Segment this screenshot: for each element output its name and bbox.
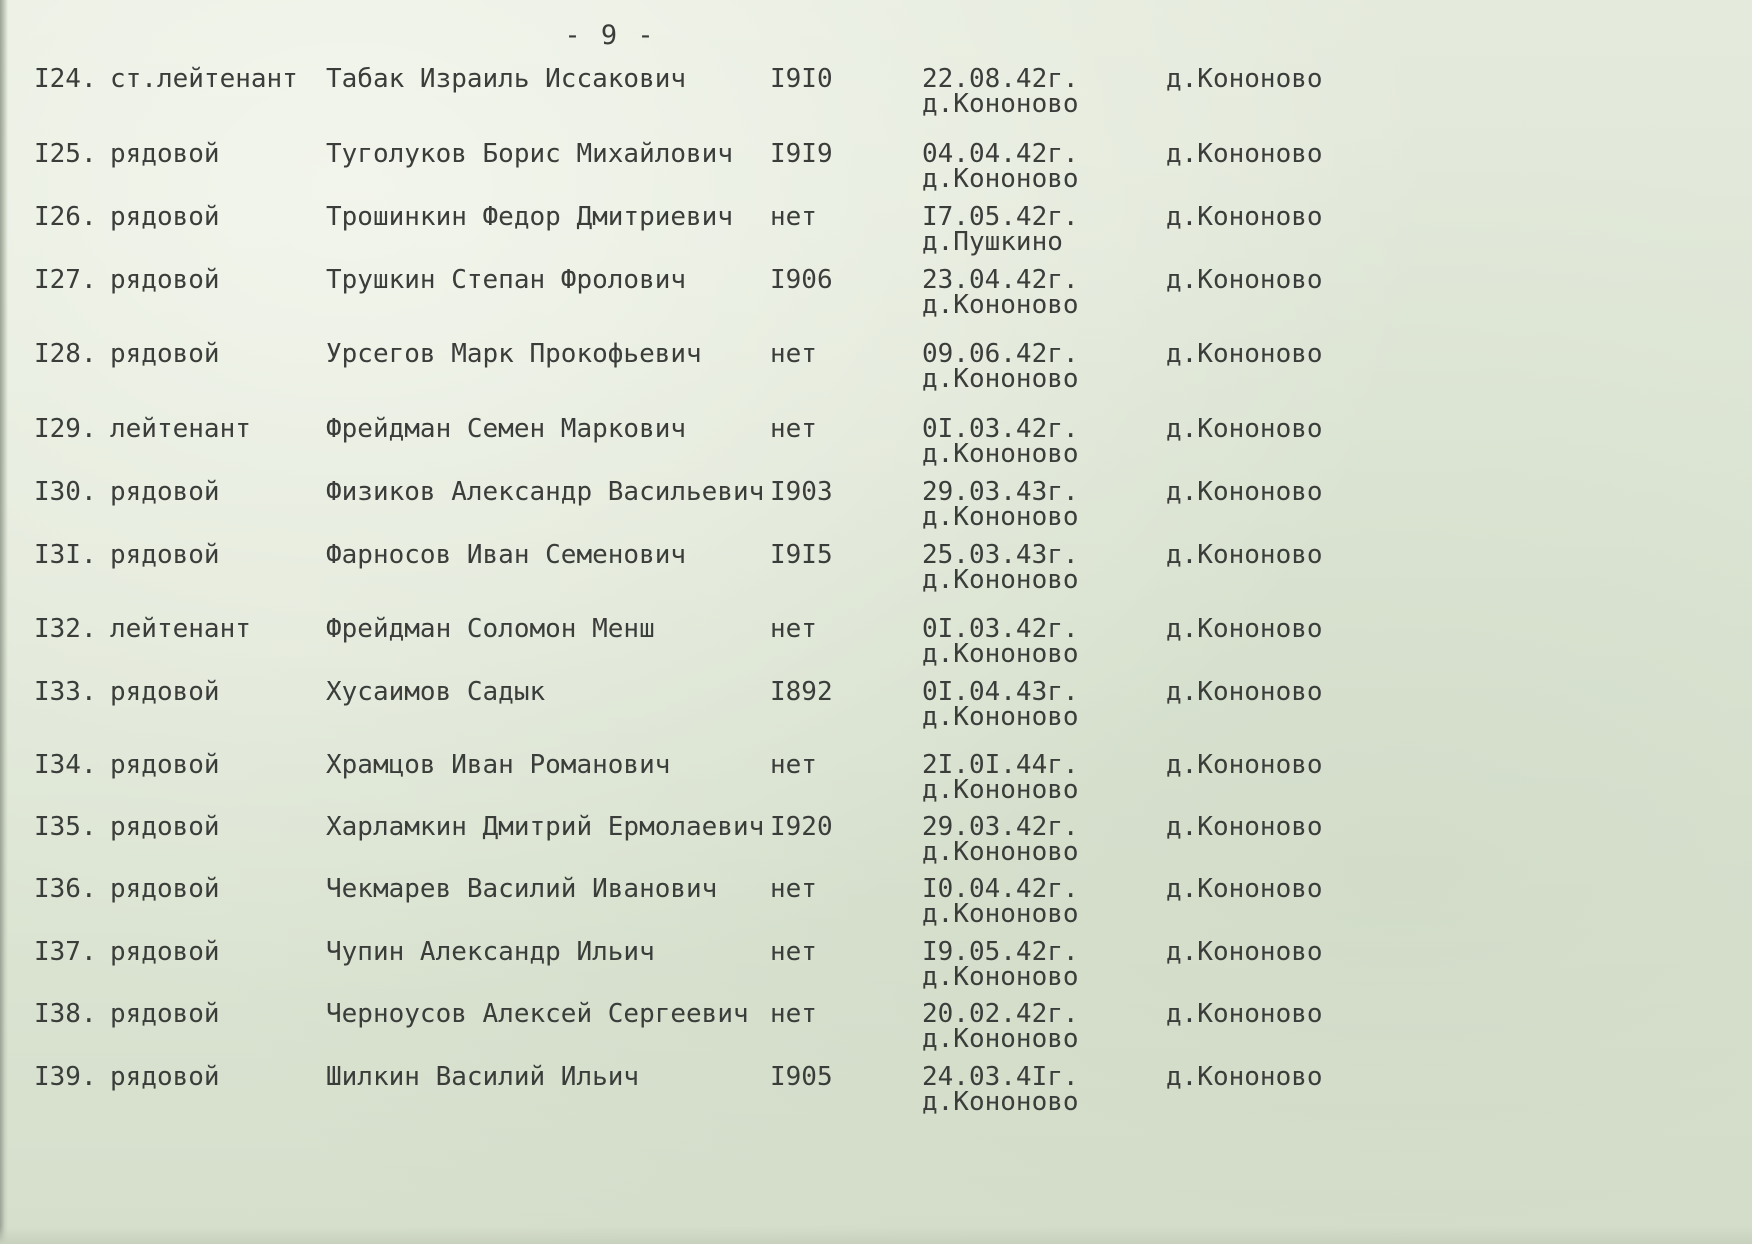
record-death-info [922, 204, 1079, 255]
record-row [0, 479, 1752, 539]
record-death-date: I0.04.42г. [922, 874, 1079, 904]
record-birth-year: I903 [770, 477, 833, 507]
record-birth-year: нет [770, 339, 817, 369]
record-death-date: 29.03.43г. [922, 477, 1079, 507]
record-rank: рядовой [110, 139, 220, 169]
record-death-info [922, 1064, 1079, 1115]
record-death-place: д.Кононово [922, 702, 1079, 732]
record-row [0, 542, 1752, 602]
record-rank: рядовой [110, 999, 220, 1029]
record-death-date: 2I.0I.44г. [922, 750, 1079, 780]
record-name: Хусаимов Садык [326, 677, 546, 707]
record-rank: рядовой [110, 1062, 220, 1092]
record-birth-year: I906 [770, 265, 833, 295]
record-burial-place: д.Кононово [1166, 202, 1323, 232]
record-burial-place: д.Кононово [1166, 999, 1323, 1029]
record-row [0, 939, 1752, 999]
record-death-place: д.Кононово [922, 775, 1079, 805]
record-birth-year: нет [770, 202, 817, 232]
record-number: I38. [34, 999, 97, 1029]
record-death-date: I7.05.42г. [922, 202, 1079, 232]
record-death-place: д.Кононово [922, 565, 1079, 595]
record-number: I36. [34, 874, 97, 904]
record-death-place: д.Кононово [922, 899, 1079, 929]
record-birth-year: I9I0 [770, 64, 833, 94]
record-death-place: д.Пушкино [922, 227, 1063, 257]
record-death-info [922, 752, 1079, 803]
record-row [0, 66, 1752, 126]
record-burial-place: д.Кононово [1166, 414, 1323, 444]
record-rank: лейтенант [110, 614, 251, 644]
record-death-place: д.Кононово [922, 89, 1079, 119]
record-birth-year: нет [770, 750, 817, 780]
record-number: I32. [34, 614, 97, 644]
record-death-date: I9.05.42г. [922, 937, 1079, 967]
record-rank: рядовой [110, 750, 220, 780]
record-burial-place: д.Кононово [1166, 750, 1323, 780]
record-rank: рядовой [110, 540, 220, 570]
record-birth-year: нет [770, 999, 817, 1029]
record-name: Физиков Александр Васильевич [326, 477, 765, 507]
record-death-date: 20.02.42г. [922, 999, 1079, 1029]
record-death-place: д.Кононово [922, 439, 1079, 469]
record-name: Фрейдман Семен Маркович [326, 414, 687, 444]
record-row [0, 752, 1752, 812]
record-row [0, 876, 1752, 936]
record-birth-year: нет [770, 614, 817, 644]
record-death-info [922, 1001, 1079, 1052]
record-burial-place: д.Кононово [1166, 937, 1323, 967]
record-burial-place: д.Кононово [1166, 677, 1323, 707]
record-name: Харламкин Дмитрий Ермолаевич [326, 812, 765, 842]
record-rank: рядовой [110, 677, 220, 707]
record-burial-place: д.Кононово [1166, 64, 1323, 94]
record-name: Чупин Александр Ильич [326, 937, 655, 967]
record-number: I34. [34, 750, 97, 780]
record-birth-year: I892 [770, 677, 833, 707]
record-death-date: 04.04.42г. [922, 139, 1079, 169]
record-row [0, 416, 1752, 476]
record-death-info [922, 479, 1079, 530]
record-row [0, 1001, 1752, 1061]
record-death-place: д.Кононово [922, 502, 1079, 532]
record-number: I3I. [34, 540, 97, 570]
record-birth-year: нет [770, 874, 817, 904]
record-rank: рядовой [110, 874, 220, 904]
record-death-date: 0I.04.43г. [922, 677, 1079, 707]
record-death-info [922, 141, 1079, 192]
record-number: I25. [34, 139, 97, 169]
record-rank: рядовой [110, 265, 220, 295]
record-name: Шилкин Василий Ильич [326, 1062, 640, 1092]
record-death-info [922, 267, 1079, 318]
record-burial-place: д.Кононово [1166, 874, 1323, 904]
record-row [0, 814, 1752, 874]
record-number: I29. [34, 414, 97, 444]
record-rank: рядовой [110, 202, 220, 232]
record-death-info [922, 66, 1079, 117]
record-birth-year: I9I5 [770, 540, 833, 570]
record-death-place: д.Кононово [922, 364, 1079, 394]
record-number: I37. [34, 937, 97, 967]
record-name: Фрейдман Соломон Менш [326, 614, 655, 644]
record-burial-place: д.Кононово [1166, 477, 1323, 507]
record-name: Туголуков Борис Михайлович [326, 139, 733, 169]
record-burial-place: д.Кононово [1166, 339, 1323, 369]
record-rank: рядовой [110, 339, 220, 369]
record-death-date: 24.03.4Iг. [922, 1062, 1079, 1092]
record-burial-place: д.Кононово [1166, 1062, 1323, 1092]
record-name: Храмцов Иван Романович [326, 750, 671, 780]
record-death-place: д.Кононово [922, 164, 1079, 194]
record-death-info [922, 616, 1079, 667]
record-name: Чекмарев Василий Иванович [326, 874, 718, 904]
record-death-date: 0I.03.42г. [922, 414, 1079, 444]
record-number: I27. [34, 265, 97, 295]
record-death-date: 0I.03.42г. [922, 614, 1079, 644]
record-name: Фарносов Иван Семенович [326, 540, 687, 570]
record-death-info [922, 416, 1079, 467]
record-death-info [922, 814, 1079, 865]
record-death-info [922, 679, 1079, 730]
record-death-date: 25.03.43г. [922, 540, 1079, 570]
record-number: I26. [34, 202, 97, 232]
record-number: I35. [34, 812, 97, 842]
record-death-place: д.Кононово [922, 962, 1079, 992]
record-death-info [922, 939, 1079, 990]
record-rank: рядовой [110, 477, 220, 507]
record-rank: ст.лейтенант [110, 64, 298, 94]
record-death-place: д.Кононово [922, 1087, 1079, 1117]
page-number: - 9 - [564, 20, 656, 51]
record-burial-place: д.Кононово [1166, 265, 1323, 295]
record-burial-place: д.Кононово [1166, 812, 1323, 842]
record-row [0, 341, 1752, 401]
record-name: Табак Израиль Иссакович [326, 64, 687, 94]
record-birth-year: нет [770, 937, 817, 967]
record-death-date: 23.04.42г. [922, 265, 1079, 295]
record-number: I39. [34, 1062, 97, 1092]
record-birth-year: I9I9 [770, 139, 833, 169]
record-number: I33. [34, 677, 97, 707]
record-rank: рядовой [110, 937, 220, 967]
record-death-date: 22.08.42г. [922, 64, 1079, 94]
record-death-info [922, 542, 1079, 593]
record-death-place: д.Кононово [922, 837, 1079, 867]
record-name: Урсегов Марк Прокофьевич [326, 339, 702, 369]
record-number: I30. [34, 477, 97, 507]
record-row [0, 1064, 1752, 1124]
record-birth-year: I905 [770, 1062, 833, 1092]
record-name: Трушкин Степан Фролович [326, 265, 687, 295]
record-row [0, 267, 1752, 327]
record-death-place: д.Кононово [922, 1024, 1079, 1054]
record-birth-year: I920 [770, 812, 833, 842]
record-rank: рядовой [110, 812, 220, 842]
record-death-place: д.Кононово [922, 639, 1079, 669]
record-death-date: 29.03.42г. [922, 812, 1079, 842]
record-burial-place: д.Кононово [1166, 540, 1323, 570]
record-death-place: д.Кононово [922, 290, 1079, 320]
record-number: I24. [34, 64, 97, 94]
record-rank: лейтенант [110, 414, 251, 444]
record-death-info [922, 876, 1079, 927]
record-row [0, 616, 1752, 676]
record-row [0, 679, 1752, 739]
record-name: Трошинкин Федор Дмитриевич [326, 202, 733, 232]
record-death-info [922, 341, 1079, 392]
record-birth-year: нет [770, 414, 817, 444]
record-burial-place: д.Кононово [1166, 614, 1323, 644]
record-burial-place: д.Кононово [1166, 139, 1323, 169]
record-row [0, 204, 1752, 264]
record-name: Черноусов Алексей Сергеевич [326, 999, 749, 1029]
record-number: I28. [34, 339, 97, 369]
page-bottom-edge [0, 1226, 1752, 1244]
record-row [0, 141, 1752, 201]
record-death-date: 09.06.42г. [922, 339, 1079, 369]
